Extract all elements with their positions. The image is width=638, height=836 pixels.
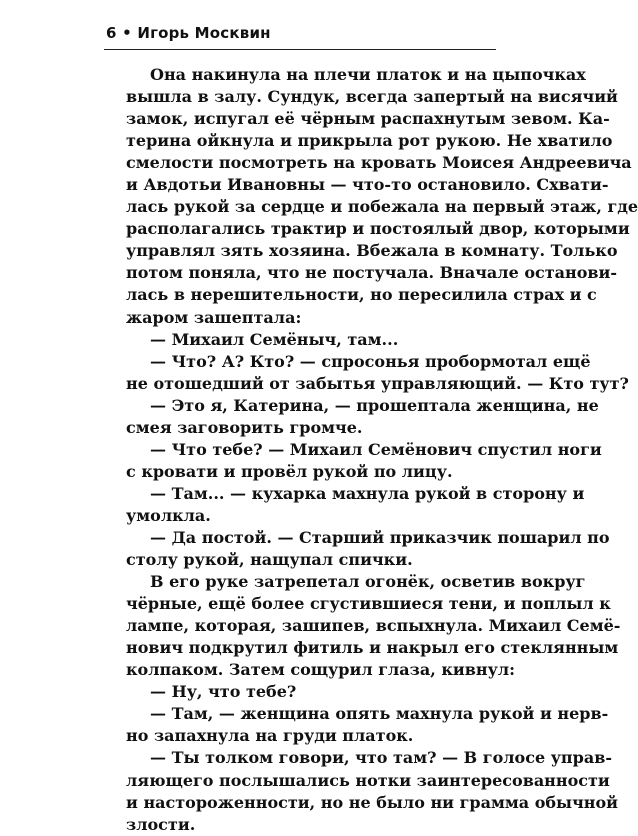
text-line: Она накинула на плечи платок и на цыпочках: [150, 65, 586, 84]
text-line: лампе, которая, зашипев, вспыхнула. Михаил Семё-: [126, 616, 621, 636]
text-line: и Авдотьи Ивановны — что-то остановило. Схвати-: [126, 175, 609, 195]
text-line: — Там... — кухарка махнула рукой в сторону и: [150, 483, 585, 503]
text-line: жаром зашептала:: [126, 307, 302, 327]
text-line: — Да постой. — Старший приказчик пошарил по: [150, 527, 610, 547]
text-line: — Михаил Семёныч, там...: [150, 329, 399, 349]
text-line: В его руке затрепетал огонёк, осветив вокруг: [150, 572, 586, 592]
text-line: умолкла.: [126, 505, 211, 525]
text-line: смелости посмотреть на кровать Моисея Андреевича: [126, 153, 632, 173]
text-line: ляющего послышались нотки заинтересованности: [126, 770, 610, 790]
text-line: — Что тебе? — Михаил Семёнович спустил ноги: [150, 439, 602, 459]
header-separator: •: [122, 24, 132, 42]
text-line: нович подкрутил фитиль и накрыл его стеклянным: [126, 638, 619, 658]
text-line: и настороженности, но не было ни грамма обычной: [126, 792, 619, 812]
text-line: лась рукой за сердце и побежала на первый этаж, где: [126, 197, 638, 217]
text-line: — Ну, что тебе?: [150, 682, 297, 702]
text-line: — Ты толком говори, что там? — В голосе управ-: [150, 748, 612, 768]
text-line: не отошедший от забытья управляющий. — Кто тут?: [126, 373, 629, 393]
text-line: потом поняла, что не постучала. Вначале останови-: [126, 263, 618, 283]
text-line: — Что? А? Кто? — спросонья пробормотал ещё: [150, 351, 591, 371]
text-line: терина ойкнула и прикрыла рот рукою. Не хватило: [126, 131, 613, 151]
text-line: управлял зять хозяина. Вбежала в комнату. Только: [126, 241, 618, 261]
text-line: смея заговорить громче.: [126, 417, 363, 437]
text-line: чёрные, ещё более сгустившиеся тени, и поплыл к: [126, 594, 611, 614]
text-line: колпаком. Затем сощурил глаза, кивнул:: [126, 660, 516, 680]
text-line: — Там, — женщина опять махнула рукой и нерв-: [150, 704, 609, 724]
text-line: злости.: [126, 814, 196, 834]
text-line: — Это я, Катерина, — прошептала женщина, не: [150, 395, 599, 415]
running-header: [106, 24, 271, 42]
header-rule: [104, 49, 496, 50]
text-line: лась в нерешительности, но пересилила страх и с: [126, 285, 597, 305]
text-line: замок, испугал её чёрным распахнутым зевом. Ка-: [126, 109, 610, 129]
text-line: вышла в залу. Сундук, всегда запертый на висячий: [126, 87, 618, 107]
text-line: столу рукой, нащупал спички.: [126, 550, 413, 570]
text-line: располагались трактир и постоялый двор, которыми: [126, 219, 630, 239]
body-text: [126, 64, 638, 836]
text-line: с кровати и провёл рукой по лицу.: [126, 461, 453, 481]
author-name: Игорь Москвин: [137, 24, 271, 42]
text-line: но запахнула на груди платок.: [126, 726, 414, 746]
page-number: 6: [106, 24, 117, 42]
